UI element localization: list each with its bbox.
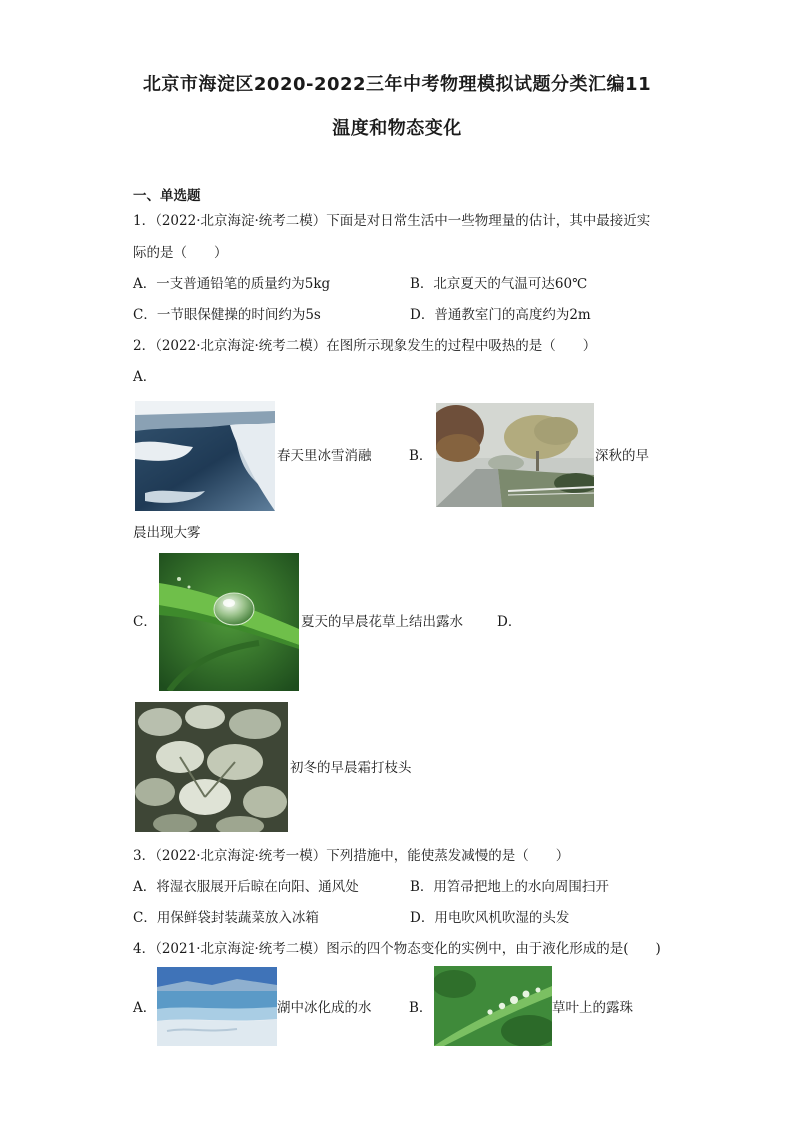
- grass-dew-image: [434, 966, 552, 1046]
- question-2-option-c-label: C．: [133, 614, 157, 630]
- question-1-option-a: A．一支普通铅笔的质量约为5kg: [133, 276, 331, 292]
- melting-ice-image: [135, 401, 275, 511]
- question-2-option-d-label: D．: [497, 614, 522, 630]
- question-3-option-d: D．用电吹风机吹湿的头发: [410, 910, 570, 926]
- question-3-stem: 3．（2022·北京海淀·统考一模）下列措施中，能使蒸发减慢的是（ ）: [133, 848, 570, 864]
- question-4-option-b-label: B．: [409, 1000, 433, 1016]
- document-subtitle: 温度和物态变化: [332, 118, 462, 139]
- foggy-morning-image: [436, 403, 594, 507]
- question-2-option-c-caption: 夏天的早晨花草上结出露水: [301, 614, 463, 630]
- question-4-option-b-caption: 草叶上的露珠: [552, 1000, 633, 1016]
- question-2-option-d-caption: 初冬的早晨霜打枝头: [290, 760, 412, 776]
- question-2-stem: 2．（2022·北京海淀·统考二模）在图所示现象发生的过程中吸热的是（ ）: [133, 338, 597, 354]
- frost-leaves-image: [135, 702, 288, 832]
- question-4-stem: 4．（2021·北京海淀·统考二模）图示的四个物态变化的实例中，由于液化形成的是( ): [133, 941, 661, 957]
- question-1-stem: 1．（2022·北京海淀·统考二模）下面是对日常生活中一些物理量的估计，其中最接近实: [133, 213, 651, 229]
- question-2-option-b-caption: 深秋的早: [595, 448, 649, 464]
- question-3-option-b: B．用笤帚把地上的水向周围扫开: [410, 879, 609, 895]
- dew-drop-image: [159, 553, 299, 691]
- question-1-stem-cont: 际的是（ ）: [133, 245, 228, 261]
- lake-ice-image: [157, 967, 277, 1046]
- question-2-option-b-label: B．: [409, 448, 433, 464]
- question-4-option-a-caption: 湖中冰化成的水: [277, 1000, 372, 1016]
- question-2-option-a-caption: 春天里冰雪消融: [277, 448, 372, 464]
- question-1-option-d: D．普通教室门的高度约为2m: [410, 307, 591, 323]
- question-1-option-c: C．一节眼保健操的时间约为5s: [133, 307, 321, 323]
- question-3-option-c: C．用保鲜袋封装蔬菜放入冰箱: [133, 910, 319, 926]
- question-3-option-a: A．将湿衣服展开后晾在向阳、通风处: [133, 879, 359, 895]
- question-1-option-b: B．北京夏天的气温可达60℃: [410, 276, 588, 292]
- document-title: 北京市海淀区2020-2022三年中考物理模拟试题分类汇编11: [142, 74, 652, 95]
- question-4-option-a-label: A．: [133, 1000, 157, 1016]
- section-heading: 一、单选题: [133, 188, 201, 204]
- question-2-option-b-caption-cont: 晨出现大雾: [133, 525, 201, 541]
- question-2-option-a-label: A．: [133, 369, 157, 385]
